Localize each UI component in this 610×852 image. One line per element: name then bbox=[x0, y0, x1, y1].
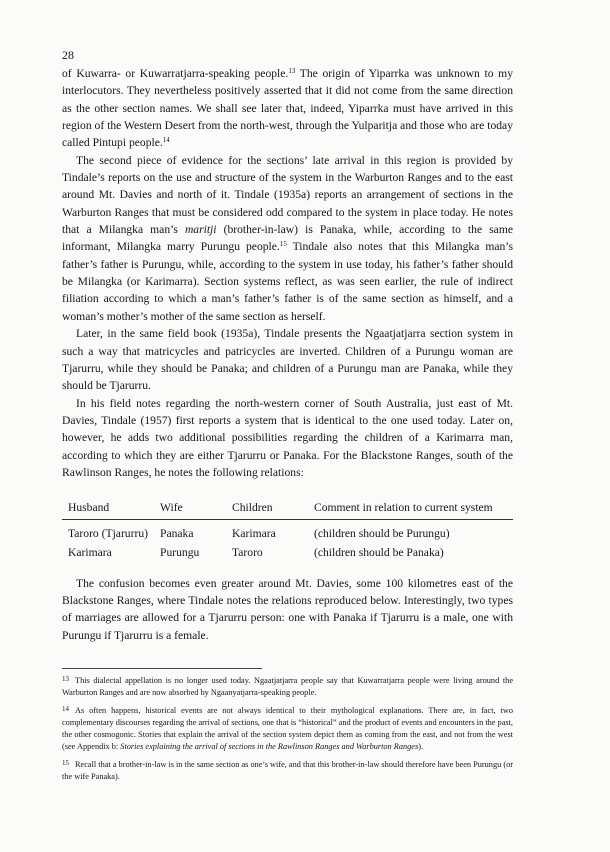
table-cell: Purungu bbox=[160, 545, 200, 559]
italic-term: maritji bbox=[184, 223, 217, 237]
table-cell: Karimara bbox=[68, 545, 112, 559]
paragraph bbox=[62, 575, 513, 644]
italic-title: Stories explaining the arrival of sections in the Rawlinson Ranges and Warburton Ranges bbox=[120, 742, 419, 752]
column-header: Comment in relation to current system bbox=[308, 499, 513, 519]
text: The second piece of evidence for the sections’ late arrival in this region is provided by Tindale’s reports on the use and structure of the system in the Warburton Ranges and to the east around Mt. Davies and north of it. Tindale (1935a) reports an arrangement of sections in the Warburton Ranges that must be considered odd compared to the system in place today. He notes that a Milangka man’s bbox=[62, 153, 513, 237]
footnote-ref: 15 bbox=[279, 240, 287, 249]
footnote-number: 15 bbox=[62, 758, 69, 767]
footnotes bbox=[62, 673, 513, 786]
text: The confusion becomes even greater around Mt. Davies, some 100 kilometres east of the Blackstone Ranges, where Tindale notes the relations reproduced below. Interestingly, two types of marriages are allowed for a Tjarurru person: one with Panaka if Tjarurru is a male, one with Purungu if Tjarurru is a female. bbox=[62, 576, 513, 642]
paragraph bbox=[62, 65, 513, 152]
footnote-number: 13 bbox=[62, 675, 69, 683]
table-cell: Karimara bbox=[232, 527, 276, 541]
main-text bbox=[62, 65, 513, 644]
table-row bbox=[62, 519, 513, 543]
column-header: Wife bbox=[154, 499, 226, 519]
table-cell: Panaka bbox=[160, 527, 194, 541]
footnote-divider bbox=[62, 668, 262, 669]
page-number: 28 bbox=[62, 48, 74, 62]
footnote bbox=[62, 703, 513, 754]
table-cell: Taroro bbox=[232, 545, 263, 559]
text: ). bbox=[418, 742, 424, 752]
text: of Kuwarra- or Kuwarratjarra-speaking people. bbox=[62, 67, 289, 80]
paragraph bbox=[62, 325, 513, 394]
text: The origin of Yiparrka was unknown to my interlocutors. They nevertheless positively asserted that it did not come from the same direction as the other section names. We shall see later that, indeed, Yiparrka must have arrived in this region of the Western Desert from the north-west, through the Yulparitja and those who are today called Pintupi people. bbox=[62, 67, 513, 150]
footnote-number: 14 bbox=[62, 704, 69, 713]
table-cell: (children should be Panaka) bbox=[314, 545, 444, 559]
text: As often happens, historical events are not always identical to their mythological explanations. There are, in fact, two complementary discourses regarding the arrival of sections, one that is “historical” and the product of events and encounters in the past, the other cosmogonic. Stories that explain the arrival of the section system depict them as coming from the east, and not from the west (see Appendix b: bbox=[62, 705, 513, 752]
text: Recall that a brother-in-law is in the same section as one’s wife, and that this brother-in-law should therefore have been Purungu (or the wife Panaka). bbox=[62, 759, 513, 782]
column-header: Husband bbox=[62, 499, 154, 519]
relations-table bbox=[62, 499, 513, 561]
paragraph bbox=[62, 152, 513, 325]
footnote bbox=[62, 757, 513, 784]
text: Tindale also notes that this Milangka man’s father’s father is Purungu, while, according to the system in use today, his father’s father should be Milangka (or Karimarra). Section systems reflect, as was seen earlier, the rule of indirect filiation according to which a man’s father’s father is of the same section as himself, and a woman’s mother’s mother of the same section as herself. bbox=[62, 240, 514, 323]
table-cell: (children should be Purungu) bbox=[314, 527, 450, 541]
text: In his field notes regarding the north-western corner of South Australia, just east of Mt. Davies, Tindale (1957) first reports a system that is identical to the one used today. Later on, however, he adds two additional possibilities regarding the children of a Karimarra man, according to which they are either Tjarurru or Panaka. For the Blackstone Ranges, south of the Rawlinson Ranges, he notes the following relations: bbox=[62, 396, 513, 479]
table-row bbox=[62, 543, 513, 562]
text: Later, in the same field book (1935a), Tindale presents the Ngaatjatjarra section system in such a way that matricycles and patricycles are inverted. Children of a Purungu woman are Tjarurru, while they should be Panaka; and children of a Purungu man are Panaka, while they should be Tjarurru. bbox=[62, 327, 513, 393]
text: (brother-in-law) is Panaka, while, according to the same informant, Milangka marry Purungu people. bbox=[62, 223, 513, 254]
text: This dialectal appellation is no longer used today. Ngaatjatjarra people say that Kuwarratjarra people were living around the Warburton Ranges and are now absorbed by Ngaanyatjarra-speaking people. bbox=[62, 676, 513, 698]
paragraph bbox=[62, 395, 513, 482]
footnote bbox=[62, 673, 513, 700]
column-header: Children bbox=[226, 499, 308, 519]
footnote-ref: 13 bbox=[288, 67, 296, 75]
footnote-ref: 14 bbox=[162, 136, 170, 145]
table-cell: Taroro (Tjarurru) bbox=[68, 527, 148, 541]
